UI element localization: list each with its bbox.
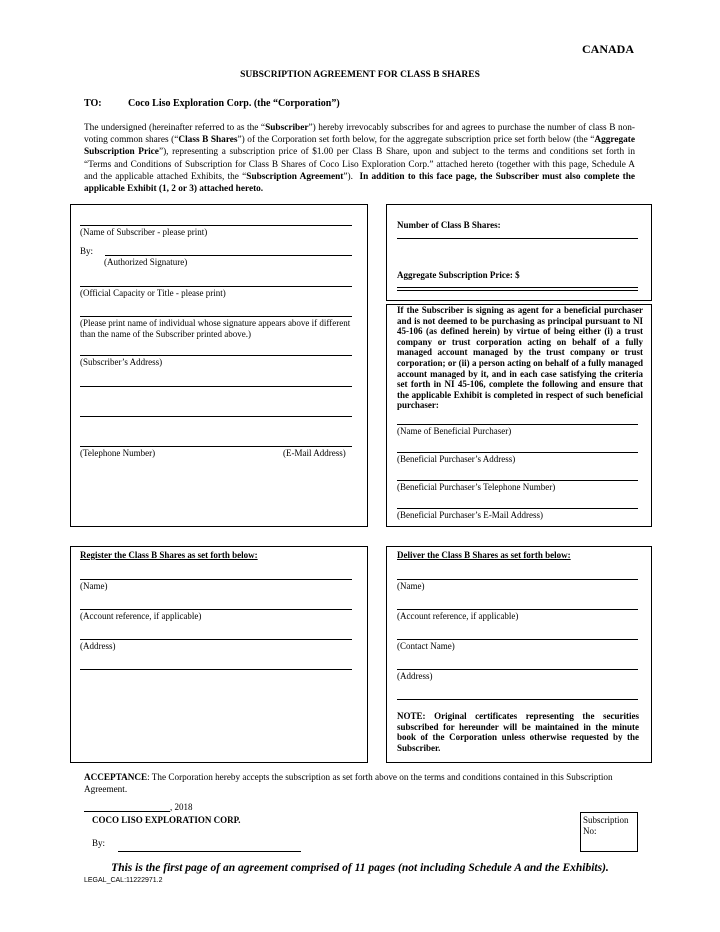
- beneficial-address-line[interactable]: [397, 452, 638, 453]
- individual-name-line[interactable]: [80, 316, 352, 317]
- beneficial-telephone-line[interactable]: [397, 480, 638, 481]
- deliver-account-label: (Account reference, if applicable): [397, 611, 519, 621]
- agg-price-line-2: [397, 290, 638, 291]
- official-capacity-line[interactable]: [80, 286, 352, 287]
- intro-text: ”), representing a subscription price of $1.00 per Class B Share, upon and subject to the terms and conditions set forth in “Terms and Conditions of Subscription for Class B Shares of Coco Liso Exploration Corp.” attached hereto (together with this page, Schedule A and the applicable attached Exhibits, the “: [84, 147, 635, 182]
- deliver-name-label: (Name): [397, 581, 425, 591]
- subscriber-address-label: (Subscriber’s Address): [80, 357, 163, 367]
- individual-name-label: (Please print name of individual whose signature appears above if different than the name of the Subscriber printed above.): [80, 318, 351, 339]
- intro-text: The undersigned (hereinafter referred to as the “: [84, 123, 266, 133]
- signature-label: (Authorized Signature): [104, 257, 188, 267]
- beneficial-purchaser-instructions: If the Subscriber is signing as agent for a beneficial purchaser and is not deemed to be purchasing as principal pursuant to NI 45-106 (as defined herein) by virtue of being either (i) a trust company or trust corporation acting on behalf of a fully managed account managed by the trust company or trust corporation; or (ii) a person acting on behalf of a fully managed account managed by it, and in each case satisfying the criteria set forth in NI 45-106, complete the following and ensure that the applicable Exhibit is completed in respect of such beneficial purchaser:: [397, 305, 643, 411]
- register-address-label: (Address): [80, 641, 116, 651]
- intro-paragraph: [84, 122, 635, 195]
- intro-text: ”) hereby irrevocably subscribes for and agrees to purchase the number of class B non-voting common shares (“: [84, 123, 635, 146]
- by-label: By:: [80, 246, 94, 256]
- register-address-line-2[interactable]: [80, 669, 352, 670]
- beneficial-email-label: (Beneficial Purchaser’s E-Mail Address): [397, 510, 544, 520]
- subscriber-name-line[interactable]: [80, 225, 352, 226]
- contact-line[interactable]: [80, 446, 352, 447]
- register-name-line[interactable]: [80, 579, 352, 580]
- signature-line[interactable]: [105, 255, 352, 256]
- intro-text: ”).: [343, 171, 353, 182]
- register-account-label: (Account reference, if applicable): [80, 611, 202, 621]
- register-address-line-1[interactable]: [80, 639, 352, 640]
- beneficial-telephone-label: (Beneficial Purchaser’s Telephone Number): [397, 482, 556, 492]
- intro-text: ”) of the Corporation set forth below, for the aggregate subscription price set forth below (the “: [237, 135, 595, 146]
- acceptance-date-line[interactable]: [84, 811, 170, 812]
- acceptance-signature-line[interactable]: [118, 851, 301, 852]
- register-header: Register the Class B Shares as set forth below:: [80, 550, 258, 560]
- subscription-number-label: Subscription No:: [583, 815, 629, 836]
- deliver-name-line[interactable]: [397, 579, 638, 580]
- register-name-label: (Name): [80, 581, 108, 591]
- country-heading: CANADA: [582, 42, 634, 56]
- official-capacity-label: (Official Capacity or Title - please print): [80, 288, 226, 298]
- legal-doc-id: LEGAL_CAL:11222971.2: [84, 877, 163, 884]
- intro-term-class-b: Class B Shares: [178, 135, 238, 146]
- agg-price-label: Aggregate Subscription Price: $: [397, 270, 520, 280]
- address-line-2[interactable]: [80, 386, 352, 387]
- intro-bold-instruction: In addition to this face page, the Subscriber must also complete the applicable Exhibit (1, 2 or 3) attached hereto.: [84, 171, 636, 195]
- deliver-header: Deliver the Class B Shares as set forth below:: [397, 550, 571, 560]
- to-label: TO:: [84, 98, 102, 109]
- acceptance-paragraph: [84, 772, 624, 795]
- acceptance-by-label: By:: [92, 838, 106, 848]
- intro-term-sub-agreement: Subscription Agreement: [246, 171, 344, 182]
- num-shares-line[interactable]: [397, 238, 638, 239]
- beneficial-email-line[interactable]: [397, 508, 638, 509]
- deliver-contact-line[interactable]: [397, 639, 638, 640]
- agreement-title: SUBSCRIPTION AGREEMENT FOR CLASS B SHARES: [240, 70, 480, 80]
- agg-price-line-1[interactable]: [397, 287, 638, 288]
- subscriber-name-label: (Name of Subscriber - please print): [80, 227, 208, 237]
- acceptance-text: : The Corporation hereby accepts the subscription as set forth above on the terms and conditions contained in this Subscription Agreement.: [84, 772, 613, 794]
- intro-term-subscriber: Subscriber: [265, 123, 309, 133]
- beneficial-name-line[interactable]: [397, 424, 638, 425]
- email-label: (E-Mail Address): [283, 448, 346, 458]
- intro-term-agg-price: Aggregate Subscription Price: [84, 135, 635, 158]
- deliver-address-line-2[interactable]: [397, 699, 638, 700]
- address-line-1[interactable]: [80, 355, 352, 356]
- acceptance-label: ACCEPTANCE: [84, 772, 148, 782]
- deliver-address-line[interactable]: [397, 669, 638, 670]
- deliver-note: NOTE: Original certificates representing the securities subscribed for hereunder will be maintained in the minute book of the Corporation unless otherwise requested by the Subscriber.: [397, 711, 639, 753]
- beneficial-address-label: (Beneficial Purchaser’s Address): [397, 454, 516, 464]
- acceptance-date-year: , 2018: [170, 802, 193, 812]
- corporation-name: COCO LISO EXPLORATION CORP.: [92, 815, 241, 825]
- beneficial-name-label: (Name of Beneficial Purchaser): [397, 426, 512, 436]
- telephone-label: (Telephone Number): [80, 448, 156, 458]
- deliver-address-label: (Address): [397, 671, 433, 681]
- deliver-account-line[interactable]: [397, 609, 638, 610]
- register-account-line[interactable]: [80, 609, 352, 610]
- num-shares-label: Number of Class B Shares:: [397, 220, 501, 230]
- address-line-3[interactable]: [80, 416, 352, 417]
- page-footer-note: This is the first page of an agreement comprised of 11 pages (not including Schedule A and the Exhibits).: [111, 862, 609, 874]
- to-recipient: Coco Liso Exploration Corp. (the “Corporation”): [128, 98, 340, 109]
- deliver-contact-label: (Contact Name): [397, 641, 455, 651]
